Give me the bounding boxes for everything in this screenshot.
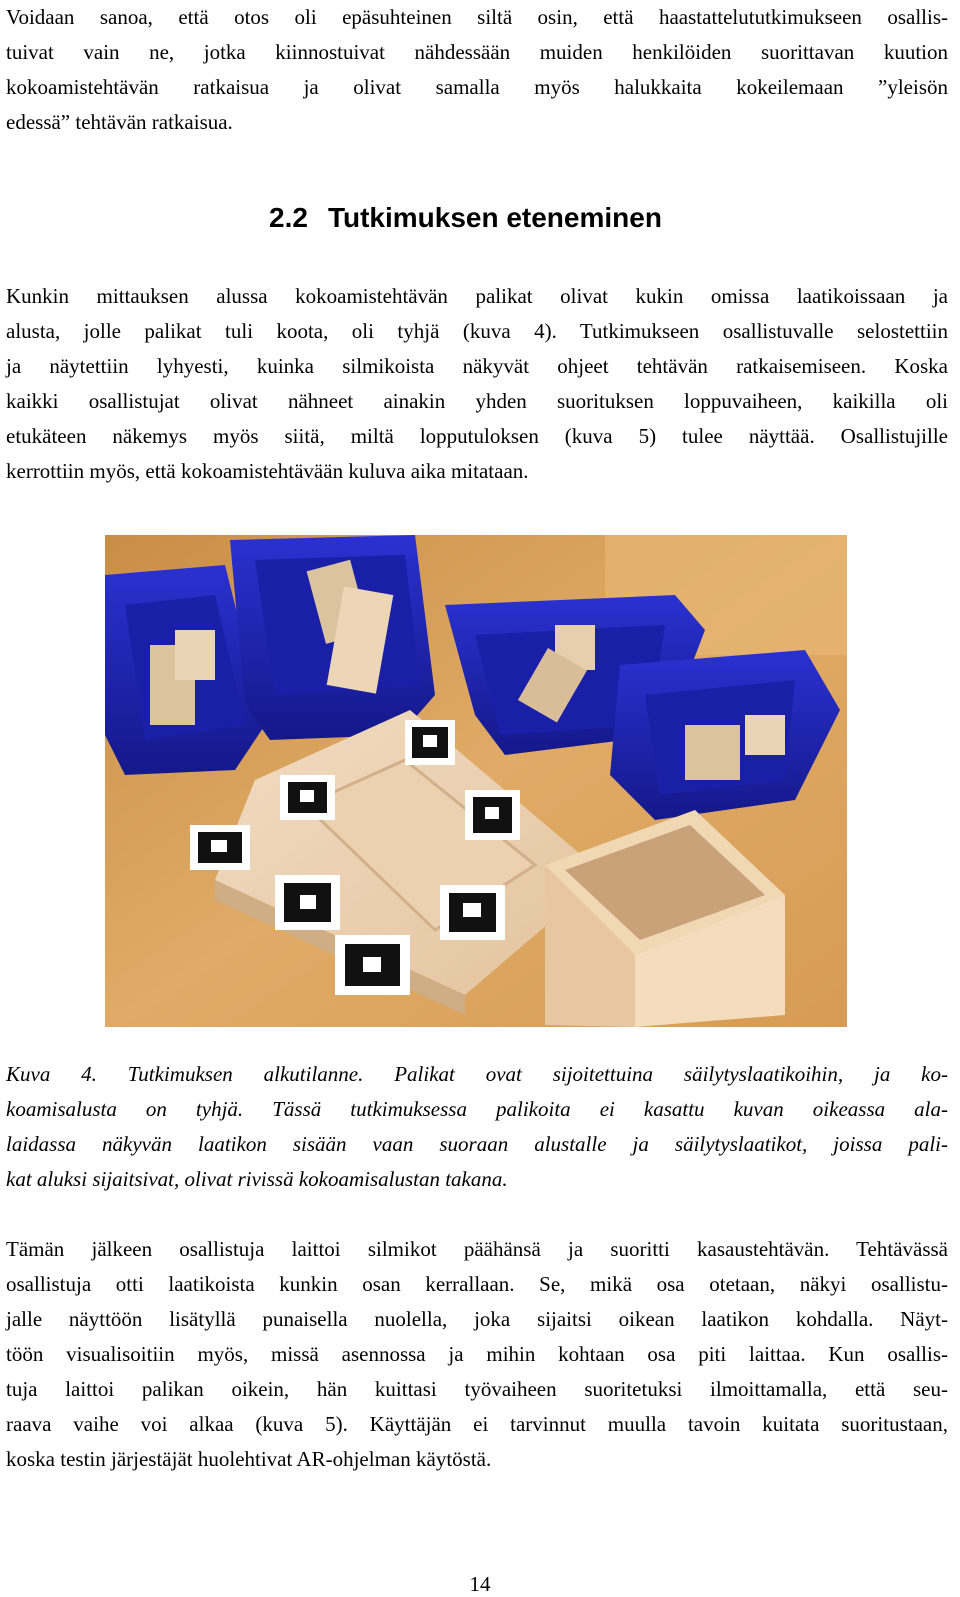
text-line: ja näytettiin lyhyesti, kuinka silmikoista näkyvät ohjeet tehtävän ratkaisemiseen. Koska [6, 354, 948, 378]
text-line: töön visualisoitiin myös, missä asennossa ja mihin kohtaan osa piti laittaa. Kun osallis- [6, 1342, 948, 1366]
text-line: koska testin järjestäjät huolehtivat AR-ohjelman käytöstä. [6, 1447, 492, 1471]
figure-caption [6, 1057, 948, 1197]
text-line: edessä” tehtävän ratkaisua. [6, 110, 233, 134]
intro-paragraph [6, 0, 948, 140]
page-number: 14 [469, 1572, 491, 1596]
text-line: tuja laittoi palikan oikein, hän kuittasi työvaiheen suoritetuksi ilmoittamalla, että seu- [6, 1377, 948, 1401]
text-line: alusta, jolle palikat tuli koota, oli tyhjä (kuva 4). Tutkimukseen osallistuvalle selostettiin [6, 319, 948, 343]
figure-photo [105, 535, 847, 1027]
text-line: kaikki osallistujat olivat nähneet ainakin yhden suorituksen loppuvaiheen, kaikilla oli [6, 389, 948, 413]
text-line: kokoamistehtävän ratkaisua ja olivat samalla myös halukkaita kokeilemaan ”yleisön [6, 75, 948, 99]
text-line: Voidaan sanoa, että otos oli epäsuhteinen siltä osin, että haastattelututkimukseen osallis- [6, 5, 948, 29]
body-paragraph [6, 279, 948, 489]
section-heading [269, 202, 662, 234]
caption-line: kat aluksi sijaitsivat, olivat rivissä kokoamisalustan takana. [6, 1167, 508, 1191]
fiducial-marker [335, 935, 410, 995]
text-line: etukäteen näkemys myös siitä, miltä lopputuloksen (kuva 5) tulee näyttää. Osallistujille [6, 424, 948, 448]
text-line: Tämän jälkeen osallistuja laittoi silmikot päähänsä ja suoritti kasaustehtävän. Tehtävässä [6, 1237, 948, 1261]
caption-line: laidassa näkyvän laatikon sisään vaan suoraan alustalle ja säilytyslaatikot, joissa pali- [6, 1132, 948, 1156]
section-number: 2.2 [269, 202, 308, 233]
fiducial-marker [405, 720, 455, 765]
caption-line: Kuva 4. Tutkimuksen alkutilanne. Palikat ovat sijoitettuina säilytyslaatikoihin, ja ko- [6, 1062, 948, 1086]
text-line: jalle näyttöön lisätyllä punaisella nuolella, joka sijaitsi oikean laatikon kohdalla. Näyt- [6, 1307, 948, 1331]
text-line: tuivat vain ne, jotka kiinnostuivat nähdessään muiden henkilöiden suorittavan kuution [6, 40, 948, 64]
fiducial-marker [280, 775, 335, 820]
text-line: Kunkin mittauksen alussa kokoamistehtävän palikat olivat kukin omissa laatikoissaan ja [6, 284, 948, 308]
text-line: osallistuja otti laatikoista kunkin osan kerrallaan. Se, mikä osa otetaan, näkyi osallistu- [6, 1272, 948, 1296]
body-paragraph [6, 1232, 948, 1477]
fiducial-marker [275, 875, 340, 930]
caption-line: koamisalusta on tyhjä. Tässä tutkimuksessa palikoita ei kasattu kuvan oikeassa ala- [6, 1097, 948, 1121]
fiducial-marker [190, 825, 250, 870]
fiducial-marker [465, 790, 520, 840]
text-line: kerrottiin myös, että kokoamistehtävään kuluva aika mitataan. [6, 459, 529, 483]
storage-bin [230, 535, 435, 740]
section-title: Tutkimuksen eteneminen [327, 202, 662, 233]
text-line: raava vaihe voi alkaa (kuva 5). Käyttäjän ei tarvinnut muulla tavoin kuitata suoritustaan, [6, 1412, 948, 1436]
fiducial-marker [440, 885, 505, 940]
